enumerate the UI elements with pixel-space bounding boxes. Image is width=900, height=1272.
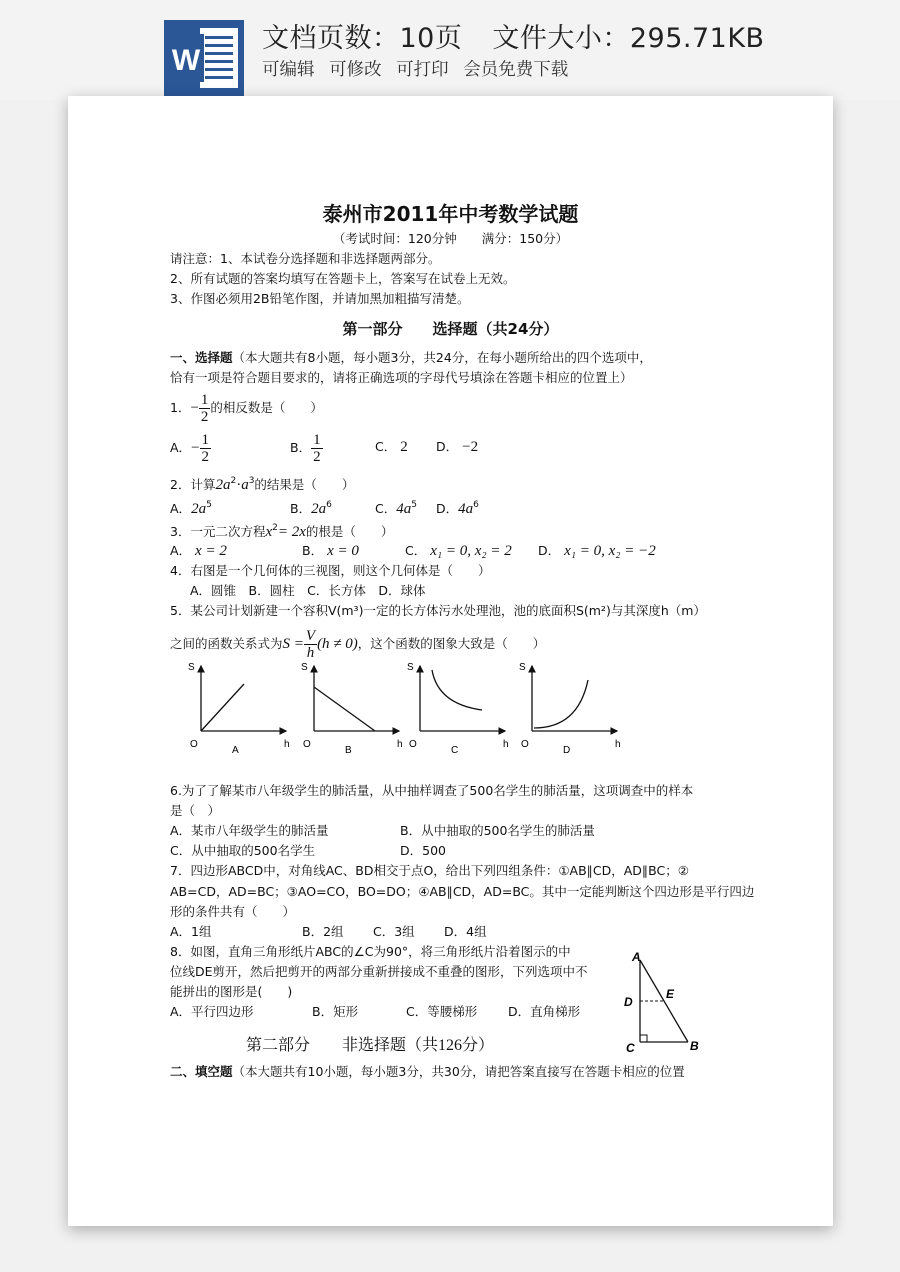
- q6-option-d: D．500: [400, 843, 446, 858]
- q3-option-c: [405, 543, 512, 559]
- q3-option-d: [538, 543, 656, 559]
- q2-option-a: [170, 497, 212, 517]
- graph-b-y: S: [301, 662, 308, 673]
- q8-option-a: A．平行四边形: [170, 1004, 254, 1019]
- q2-expr-b: a: [241, 477, 249, 493]
- q3-eq-x: x: [265, 524, 273, 540]
- q2-option-b: [290, 497, 332, 517]
- part1-title: 第一部分 选择题（共24分）: [342, 320, 559, 338]
- q2-a-label: A．: [170, 501, 192, 516]
- q6-stem2: 是（ ）: [170, 803, 221, 818]
- graph-d-label: D: [563, 745, 571, 756]
- q7-option-a: A．1组: [170, 924, 212, 939]
- graph-a: [188, 662, 290, 756]
- graph-a-y: S: [188, 662, 195, 673]
- exam-info: （考试时间：120分钟 满分：150分）: [332, 231, 569, 246]
- graph-b-label: B: [345, 745, 352, 756]
- q2-b-label: B．: [290, 501, 312, 516]
- section2-text: （本大题共有10小题，每小题3分，共30分，请把答案直接写在答题卡相应的位置: [232, 1064, 685, 1079]
- question-7: 7．四边形ABCD中，对角线AC、BD相交于点O，给出下列四组条件：①AB∥CD，AD∥BC；②: [170, 863, 689, 878]
- word-doc-icon: [164, 20, 244, 96]
- q1-a-fraction: [200, 432, 212, 465]
- q2-c-exp: 5: [411, 500, 417, 510]
- note-2: 2、所有试题的答案均填写在答题卡上，答案写在试卷上无效。: [170, 271, 516, 286]
- q5-graphs: [168, 656, 628, 766]
- q3-option-a: [170, 543, 227, 559]
- vertex-c: C: [626, 1041, 635, 1055]
- q3-b-val: x = 0: [327, 543, 359, 559]
- q1-b-den: 2: [313, 449, 321, 465]
- part2-title: 第二部分 非选择题（共126分）: [246, 1037, 495, 1054]
- question-2: [170, 473, 354, 493]
- q3-c-val: x₁ = 0, x₂ = 2: [430, 543, 512, 559]
- q1-fraction: [199, 392, 211, 425]
- q2-c-base: 4a: [396, 501, 412, 517]
- q3-a-label: A．: [170, 543, 192, 558]
- question-3: [170, 520, 393, 540]
- q1-neg: −: [190, 400, 199, 416]
- page-count-value: 10页: [399, 23, 463, 54]
- q2-exp2: 2: [230, 476, 237, 486]
- graph-c-curve: [432, 670, 482, 710]
- section1-text1: （本大题共有8小题，每小题3分，共24分，在每小题所给出的四个选项中，: [232, 350, 652, 365]
- q7-option-c: C．3组: [373, 924, 415, 939]
- q3-c-label: C．: [405, 543, 427, 558]
- q2-expr-a: 2a: [215, 477, 231, 493]
- q2-option-c: [375, 497, 417, 517]
- graph-a-x: h: [284, 739, 290, 750]
- q6-option-a: A．某市八年级学生的肺活量: [170, 823, 329, 838]
- q2-a-exp: 5: [206, 500, 212, 510]
- graph-d-x: h: [615, 739, 621, 750]
- q8-option-d: D．直角梯形: [508, 1004, 581, 1019]
- graph-a-line: [201, 684, 244, 731]
- q3-d-label: D．: [538, 543, 561, 558]
- section2-label: 二、填空题: [170, 1064, 233, 1079]
- q1-option-a: [170, 432, 211, 465]
- q2-a-base: 2a: [191, 501, 207, 517]
- q6-option-b: B．从中抽取的500名学生的肺活量: [400, 823, 595, 838]
- q5-formula-num: V: [305, 628, 316, 644]
- q2-stem: 的结果是（ ）: [254, 477, 355, 492]
- doc-info: [262, 16, 765, 55]
- q5-formula-den: h: [306, 645, 315, 661]
- q3-a-val: x = 2: [195, 543, 227, 559]
- q1-option-b: [290, 432, 323, 465]
- q8-line3: 能拼出的图形是( ): [170, 984, 293, 999]
- graph-d: [519, 662, 621, 756]
- q7-option-b: B．2组: [302, 924, 344, 939]
- q1-a-neg: −: [191, 440, 200, 456]
- q2-c-label: C．: [375, 501, 397, 516]
- q1-frac-den: 2: [200, 409, 209, 425]
- graph-d-curve: [534, 680, 588, 728]
- document-page: [68, 96, 833, 1226]
- q7-line3: 形的条件共有（ ）: [170, 904, 296, 919]
- section1-label: 一、选择题: [170, 350, 233, 365]
- q1-a-label: A．: [170, 440, 192, 455]
- graph-c: [407, 662, 509, 756]
- q1-stem: 的相反数是（ ）: [210, 400, 323, 415]
- q2-num: 2．计算: [170, 477, 216, 492]
- q1-c-val: 2: [400, 439, 408, 455]
- q3-stem: 的根是（ ）: [305, 524, 394, 539]
- q5-formula-cond: (h ≠ 0): [317, 636, 358, 652]
- feature-printable: 可打印: [396, 60, 449, 80]
- section2-intro: [170, 1064, 685, 1080]
- q8-option-b: B．矩形: [312, 1004, 359, 1019]
- file-size-value: 295.71KB: [629, 23, 765, 54]
- q3-option-b: [302, 543, 359, 559]
- q1-d-val: −2: [462, 439, 479, 455]
- q1-b-fraction: [311, 432, 323, 465]
- q3-b-label: B．: [302, 543, 324, 558]
- q3-num: 3．一元二次方程: [170, 524, 266, 539]
- graph-a-o: O: [190, 739, 198, 750]
- question-4: 4．右图是一个几何体的三视图，则这个几何体是（ ）: [170, 563, 491, 578]
- q4-options: A．圆锥 B．圆柱 C．长方体 D．球体: [190, 583, 426, 598]
- q2-option-d: [436, 497, 479, 517]
- q2-b-base: 2a: [311, 501, 327, 517]
- graph-b-line: [314, 687, 375, 731]
- question-1: [170, 392, 323, 425]
- section1-intro: [170, 350, 652, 366]
- q2-d-base: 4a: [458, 501, 474, 517]
- doc-features: [262, 56, 577, 81]
- graph-c-x: h: [503, 739, 509, 750]
- graph-b: [301, 662, 403, 756]
- q1-a-num: 1: [201, 432, 210, 448]
- graph-d-y: S: [519, 662, 526, 673]
- q2-d-exp: 6: [473, 500, 479, 510]
- q2-d-label: D．: [436, 501, 459, 516]
- q7-line2: AB=CD，AD=BC；③AO=CO，BO=DO；④AB∥CD，AD=BC。其中一定能判断这个四边形是平行四边: [170, 884, 755, 899]
- q2-dot: ·: [236, 477, 242, 493]
- word-icon-letter: W: [171, 44, 201, 77]
- q8-triangle-figure: [620, 952, 710, 1058]
- exam-title: 泰州市2011年中考数学试题: [322, 202, 579, 226]
- q1-frac-num: 1: [200, 392, 209, 408]
- q6-option-c: C．从中抽取的500名学生: [170, 843, 316, 858]
- question-5: 5．某公司计划新建一个容积V(m³)一定的长方体污水处理池，池的底面积S(m²)与其深度h（m）: [170, 603, 706, 618]
- q5-formula-s: S =: [282, 636, 304, 652]
- vertex-b: B: [690, 1039, 699, 1053]
- q2-exp3: 3: [248, 476, 255, 486]
- q1-a-den: 2: [201, 449, 210, 465]
- feature-modifiable: 可修改: [329, 60, 382, 80]
- q3-eq-rest: = 2x: [277, 524, 306, 540]
- note-1: 请注意：1、本试卷分选择题和非选择题两部分。: [170, 251, 441, 266]
- graph-b-x: h: [397, 739, 403, 750]
- q5-stem2a: 之间的函数关系式为: [170, 636, 283, 651]
- q5-stem2b: ，这个函数的图象大致是（ ）: [357, 636, 546, 651]
- q3-eq-exp: 2: [272, 523, 278, 533]
- graph-c-label: C: [451, 745, 459, 756]
- feature-member-download: 会员免费下载: [463, 60, 569, 80]
- q1-b-num: 1: [313, 432, 321, 448]
- section1-text2: 恰有一项是符合题目要求的，请将正确选项的字母代号填涂在答题卡相应的位置上）: [170, 370, 633, 385]
- graph-b-o: O: [303, 739, 311, 750]
- q2-b-exp: 6: [326, 500, 332, 510]
- point-d: D: [624, 995, 633, 1009]
- question-6: 6.为了了解某市八年级学生的肺活量，从中抽样调查了500名学生的肺活量，这项调查中的样本: [170, 783, 694, 798]
- vertex-a: A: [632, 952, 641, 964]
- q1-b-label: B．: [290, 440, 312, 455]
- page-count-label: 文档页数：: [262, 23, 400, 54]
- q3-d-val: x₁ = 0, x₂ = −2: [564, 543, 656, 559]
- q1-num: 1．: [170, 400, 191, 415]
- q1-option-d: [436, 439, 478, 455]
- graph-c-o: O: [409, 739, 417, 750]
- download-header: [0, 0, 900, 100]
- file-size-label: 文件大小：: [492, 23, 630, 54]
- feature-editable: 可编辑: [262, 60, 315, 80]
- point-e: E: [666, 987, 675, 1001]
- q1-c-label: C．: [375, 439, 397, 454]
- q7-option-d: D．4组: [444, 924, 487, 939]
- q8-line2: 位线DE剪开，然后把剪开的两部分重新拼接成不重叠的图形，下列选项中不: [170, 964, 588, 979]
- graph-d-o: O: [521, 739, 529, 750]
- q1-option-c: [375, 439, 408, 455]
- q1-d-label: D．: [436, 439, 459, 454]
- graph-c-y: S: [407, 662, 414, 673]
- graph-a-label: A: [232, 745, 239, 756]
- question-8: 8．如图，直角三角形纸片ABC的∠C为90°，将三角形纸片沿着图示的中: [170, 944, 571, 959]
- note-3: 3、作图必须用2B铅笔作图，并请加黑加粗描写清楚。: [170, 291, 470, 306]
- q8-option-c: C．等腰梯形: [406, 1004, 478, 1019]
